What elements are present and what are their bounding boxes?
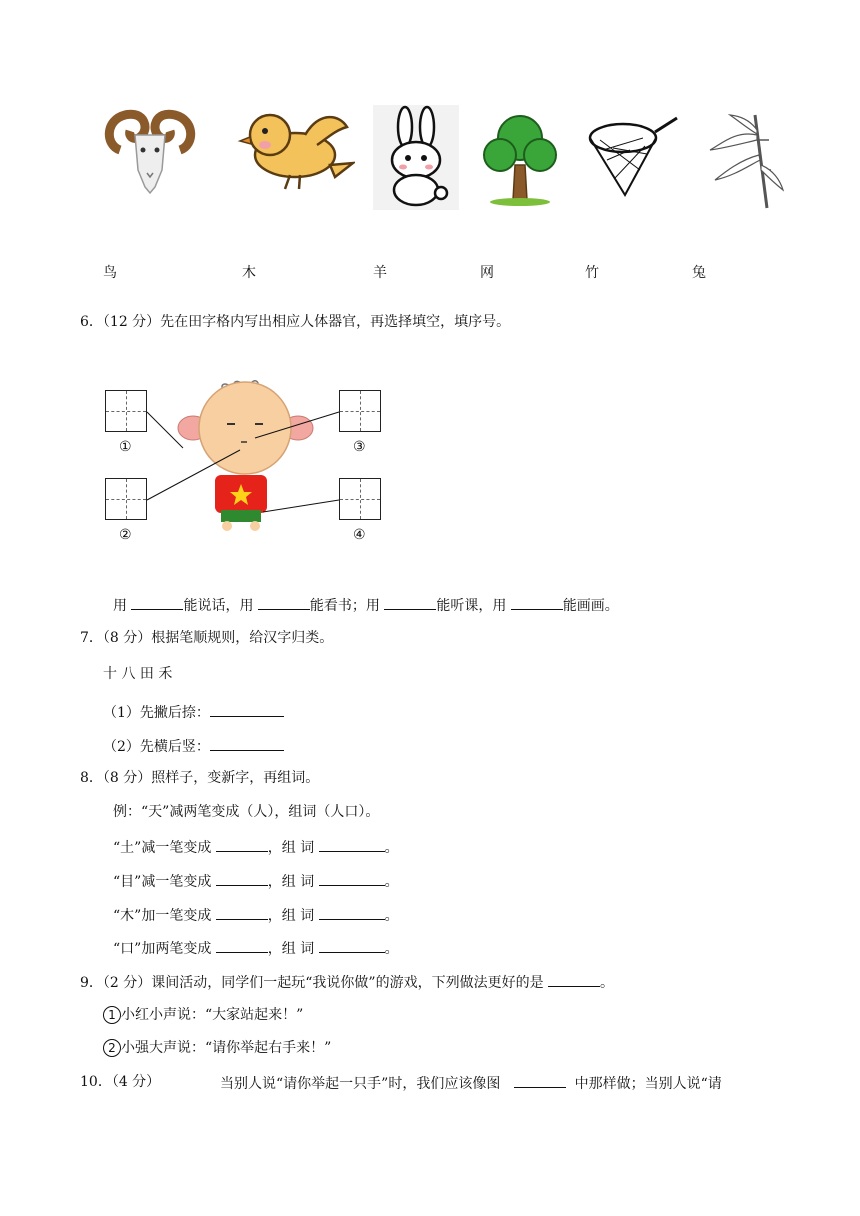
answer-blank-2[interactable] xyxy=(258,595,310,610)
net-picture xyxy=(585,110,680,205)
word-5: 竹 xyxy=(585,265,599,281)
answer-blank-char-2[interactable] xyxy=(216,871,268,886)
answer-blank-word-3[interactable] xyxy=(319,905,385,920)
bird-picture xyxy=(235,105,355,195)
answer-blank-char-1[interactable] xyxy=(216,837,268,852)
answer-blank-q9[interactable] xyxy=(548,972,600,987)
grid-label-1: ① xyxy=(119,439,132,455)
grid-label-4: ④ xyxy=(353,527,366,543)
word-change-row-3: “木”加一笔变成 ，组 词 。 xyxy=(113,905,399,925)
word-3: 羊 xyxy=(373,265,387,281)
option-number-1: 1 xyxy=(103,1006,121,1024)
answer-blank-word-2[interactable] xyxy=(319,871,385,886)
word-change-row-1: “土”减一笔变成 ，组 词 。 xyxy=(113,837,399,857)
question-8-title xyxy=(80,769,319,787)
stroke-item-2: （2）先横后竖： xyxy=(103,736,284,756)
answer-blank-word-1[interactable] xyxy=(319,837,385,852)
question-number: 8． xyxy=(80,770,103,786)
child-figure xyxy=(95,380,395,550)
picture-row xyxy=(95,100,795,220)
grid-label-2: ② xyxy=(119,527,132,543)
option-1[interactable]: 1 小红小声说：“大家站起来！” xyxy=(103,1006,303,1024)
answer-blank-stroke-1[interactable] xyxy=(210,702,284,717)
word-2: 木 xyxy=(242,265,256,281)
word-1: 鸟 xyxy=(103,265,117,281)
stroke-item-1: （1）先撇后捺： xyxy=(103,702,284,722)
body-organ-diagram xyxy=(95,380,395,550)
option-number-2: 2 xyxy=(103,1039,121,1057)
option-2[interactable]: 2 小强大声说：“请你举起右手来！” xyxy=(103,1039,331,1057)
answer-blank-char-4[interactable] xyxy=(216,938,268,953)
word-4: 网 xyxy=(480,265,494,281)
question-number: 9． xyxy=(80,975,103,991)
stroke-order-characters: 十 八 田 禾 xyxy=(103,666,173,682)
answer-blank-q10[interactable] xyxy=(514,1073,566,1088)
example-line: 例：“天”减两笔变成（人），组词（人口）。 xyxy=(113,804,380,820)
rabbit-picture xyxy=(373,105,459,210)
answer-blank-3[interactable] xyxy=(384,595,436,610)
word-change-row-2: “目”减一笔变成 ，组 词 。 xyxy=(113,871,399,891)
word-6: 兔 xyxy=(692,265,706,281)
bamboo-picture xyxy=(695,110,785,210)
answer-blank-1[interactable] xyxy=(131,595,183,610)
grid-label-3: ③ xyxy=(353,439,366,455)
question-9-title: 9．（2 分）课间活动，同学们一起玩“我说你做”的游戏，下列做法更好的是 。 xyxy=(80,972,614,992)
question-10-title xyxy=(80,1073,160,1091)
question-6-title xyxy=(80,313,510,331)
question-stem: （8 分）照样子，变新字，再组词。 xyxy=(102,770,320,786)
organ-fill-sentence: 用 能说话，用 能看书；用 能听课，用 能画画。 xyxy=(113,595,619,615)
question-number: 7． xyxy=(80,630,103,646)
ram-picture xyxy=(100,105,200,195)
question-stem: （8 分）根据笔顺规则，给汉字归类。 xyxy=(102,630,334,646)
question-score: （4 分） xyxy=(111,1074,161,1090)
answer-blank-char-3[interactable] xyxy=(216,905,268,920)
tree-picture xyxy=(480,110,560,210)
question-number: 6． xyxy=(80,314,103,330)
question-stem: （2 分）课间活动，同学们一起玩“我说你做”的游戏，下列做法更好的是 xyxy=(102,975,549,991)
answer-blank-4[interactable] xyxy=(511,595,563,610)
answer-blank-word-4[interactable] xyxy=(319,938,385,953)
word-change-row-4: “口”加两笔变成 ，组 词 。 xyxy=(113,938,399,958)
question-number: 10． xyxy=(80,1074,112,1090)
question-7-title xyxy=(80,629,333,647)
question-stem: （12 分）先在田字格内写出相应人体器官，再选择填空，填序号。 xyxy=(102,314,511,330)
answer-blank-stroke-2[interactable] xyxy=(210,736,284,751)
question-10-text: 当别人说“请你举起一只手”时，我们应该像图 中那样做；当别人说“请 xyxy=(220,1073,722,1093)
